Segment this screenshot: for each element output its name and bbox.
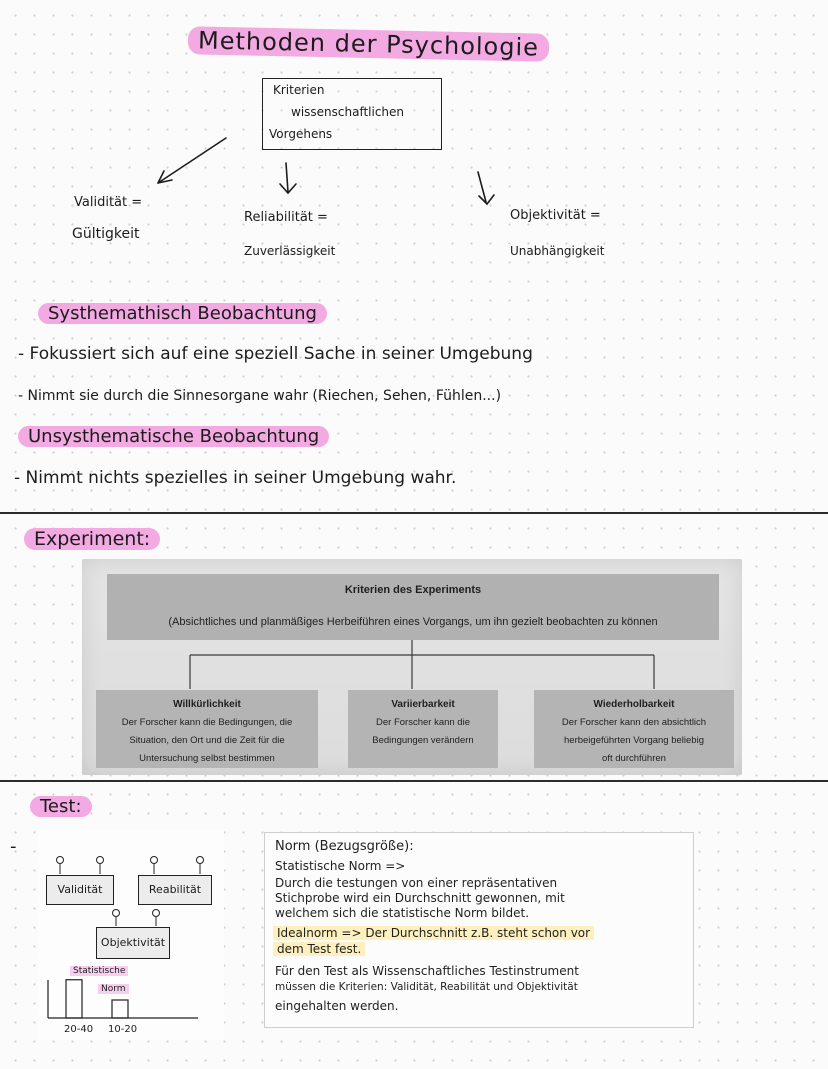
norm-note-line: eingehalten werden. <box>275 999 399 1013</box>
experiment-card-text: Situation, den Ort und die Zeit für die <box>129 735 285 746</box>
criteria-arrows <box>0 0 828 300</box>
systematic-heading: Systhemathisch Beobachtung <box>38 303 327 324</box>
experiment-card <box>534 690 734 768</box>
norm-note-line: Für den Test als Wissenschaftliches Testinstrument <box>275 964 579 978</box>
arrow-left-icon <box>158 138 226 183</box>
experiment-table-title: Kriterien des Experiments <box>344 584 482 596</box>
norm-notes-card <box>264 832 694 1028</box>
diagram-box-reliability: Reabilität <box>138 875 212 905</box>
chart-label: Norm <box>98 984 129 994</box>
criterion-term: Reliabilität = <box>244 210 328 225</box>
criterion-meaning: Zuverlässigkeit <box>244 244 336 258</box>
page-title: Methoden der Psychologie <box>188 26 549 62</box>
diagram-box-objectivity: Objektivität <box>96 927 170 959</box>
norm-note-line: Stichprobe wird ein Durchschnitt gewonnen, mit <box>275 891 565 905</box>
experiment-card-text: Der Forscher kann die Bedingungen, die <box>121 717 293 728</box>
experiment-card-text: Der Forscher kann die <box>376 717 470 728</box>
experiment-card-text: Untersuchung selbst bestimmen <box>139 753 275 764</box>
systematic-bullet: - Fokussiert sich auf eine speziell Sache in seiner Umgebung <box>18 344 533 364</box>
test-heading: Test: <box>30 796 92 817</box>
test-dash: - <box>10 836 17 857</box>
norm-note-line: Norm (Bezugsgröße): <box>275 839 414 854</box>
arrow-right-icon <box>478 172 486 202</box>
criterion-term: Validität = <box>74 195 143 210</box>
criterion-term: Objektivität = <box>510 208 601 223</box>
experiment-card-text: Der Forscher kann den absichtlich <box>561 717 707 728</box>
norm-note-line: dem Test fest. <box>273 942 365 956</box>
systematic-bullet: - Nimmt sie durch die Sinnesorgane wahr (Riechen, Sehen, Fühlen...) <box>18 388 502 404</box>
experiment-table-subtitle: (Absichtliches und planmäßiges Herbeiführen eines Vorgangs, um ihn gezielt beobachten zu können <box>168 616 658 628</box>
norm-note-line: Idealnorm => Der Durchschnitt z.B. steht schon vor <box>273 926 594 940</box>
experiment-card <box>348 690 498 768</box>
section-divider <box>0 512 828 514</box>
norm-note-line: welchem sich die statistische Norm bildet. <box>275 906 530 920</box>
chart-label: Statistische <box>70 966 128 976</box>
experiment-card-text: oft durchführen <box>602 753 666 764</box>
chart-bar <box>66 980 82 1018</box>
experiment-card-title: Willkürlichkeit <box>173 699 241 710</box>
norm-note-line: müssen die Kriterien: Validität, Reabilität und Objektivität <box>275 981 578 993</box>
unsystematic-heading: Unsysthematische Beobachtung <box>18 426 329 447</box>
chart-bar <box>112 1000 128 1018</box>
criteria-box-line: wissenschaftlichen <box>291 105 405 119</box>
criteria-box-line: Kriterien <box>273 83 325 97</box>
experiment-table-photo <box>82 559 742 775</box>
test-criteria-diagram <box>38 830 224 1040</box>
criterion-meaning: Gültigkeit <box>72 226 140 242</box>
experiment-card-text: herbeigeführten Vorgang beliebig <box>564 735 704 746</box>
chart-axis-label: 20-40 <box>64 1024 94 1035</box>
norm-note-line: Statistische Norm => <box>275 859 406 873</box>
experiment-card-text: Bedingungen verändern <box>372 735 474 746</box>
experiment-heading: Experiment: <box>24 528 160 550</box>
experiment-card <box>96 690 318 768</box>
criterion-meaning: Unabhängigkeit <box>510 244 605 258</box>
section-divider <box>0 780 828 782</box>
criteria-box-line: Vorgehens <box>269 127 333 141</box>
diagram-box-validity: Validität <box>46 875 114 905</box>
arrow-middle-icon <box>286 163 288 192</box>
experiment-card-title: Variierbarkeit <box>391 699 455 710</box>
norm-note-line: Durch die testungen von einer repräsentativen <box>275 876 558 890</box>
chart-axis-label: 10-20 <box>108 1024 138 1035</box>
experiment-card-title: Wiederholbarkeit <box>593 699 675 710</box>
unsystematic-bullet: - Nimmt nichts spezielles in seiner Umgebung wahr. <box>14 468 457 488</box>
